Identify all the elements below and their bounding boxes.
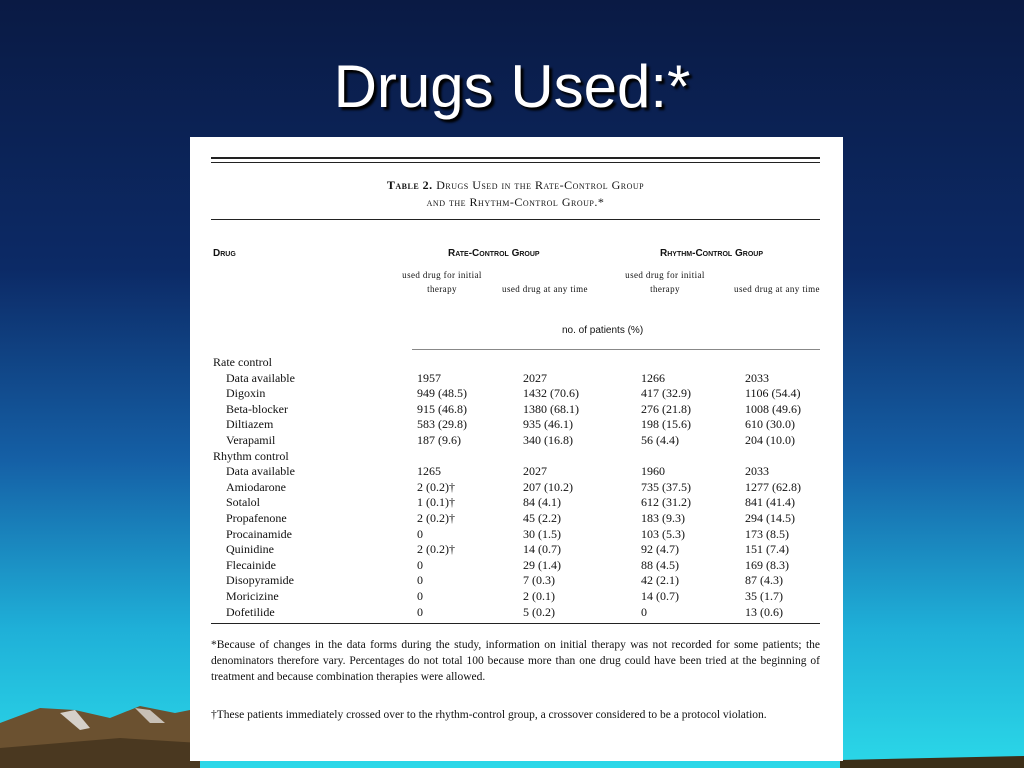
table-cell: 13 (0.6)	[745, 604, 783, 619]
table-cell: 204 (10.0)	[745, 432, 795, 447]
table-cell: 1266	[641, 370, 665, 385]
table-cell: 0	[641, 604, 647, 619]
table-cell: 1265	[417, 464, 441, 479]
table-cell: 198 (15.6)	[641, 417, 691, 432]
table-cell: 1 (0.1)†	[417, 495, 455, 510]
table-cell: 612 (31.2)	[641, 495, 691, 510]
table-cell: 88 (4.5)	[641, 557, 679, 572]
table-cell: 103 (5.3)	[641, 526, 685, 541]
table-cell: 42 (2.1)	[641, 573, 679, 588]
table-cell: 2 (0.2)†	[417, 479, 455, 494]
row-label: Quinidine	[226, 542, 274, 557]
slide-title: Drugs Used:*	[333, 53, 691, 120]
table-cell: 935 (46.1)	[523, 417, 573, 432]
table-cell: 56 (4.4)	[641, 432, 679, 447]
table-cell: 2033	[745, 464, 769, 479]
table-cell: 2027	[523, 370, 547, 385]
table-cell: 1277 (62.8)	[745, 479, 801, 494]
table-row	[190, 527, 843, 543]
table-cell: 14 (0.7)	[523, 542, 561, 557]
table-cell: 841 (41.4)	[745, 495, 795, 510]
table-cell: 14 (0.7)	[641, 588, 679, 603]
table-row	[190, 558, 843, 574]
table-row	[190, 495, 843, 511]
header-rhythm-group: Rhythm-Control Group	[660, 248, 763, 259]
table-cell: 2 (0.2)†	[417, 510, 455, 525]
header-drug: Drug	[213, 248, 236, 259]
unit-note: no. of patients (%)	[562, 325, 644, 336]
header-rate-group: Rate-Control Group	[448, 248, 540, 259]
row-label: Dofetilide	[226, 604, 275, 619]
table-cell: 5 (0.2)	[523, 604, 555, 619]
row-label: Procainamide	[226, 526, 292, 541]
table-cell: 276 (21.8)	[641, 401, 691, 416]
subheader-rate-any: used drug at any time	[502, 284, 588, 294]
table-cell: 30 (1.5)	[523, 526, 561, 541]
table-cell: 2033	[745, 370, 769, 385]
table-cell: 949 (48.5)	[417, 386, 467, 401]
table-cell: 735 (37.5)	[641, 479, 691, 494]
table-row	[190, 589, 843, 605]
row-label: Amiodarone	[226, 479, 286, 494]
caption-label: Table 2.	[386, 178, 433, 192]
row-label: Sotalol	[226, 495, 261, 510]
row-label: Flecainide	[226, 557, 276, 572]
table-row	[190, 573, 843, 589]
table-cell: 1380 (68.1)	[523, 401, 579, 416]
row-label: Data available	[226, 370, 295, 385]
table-cell: 187 (9.6)	[417, 432, 461, 447]
row-label: Rate control	[213, 355, 272, 369]
table-cell: 583 (29.8)	[417, 417, 467, 432]
caption-text: Drugs Used in the Rate-Control Group	[436, 178, 645, 192]
footnote-dagger: †These patients immediately crossed over to the rhythm-control group, a crossover considered to be a protocol violation.	[211, 709, 767, 721]
table-row	[190, 386, 843, 402]
table-row	[190, 433, 843, 449]
row-label: Verapamil	[226, 432, 276, 447]
subheader-rhythm-initial: used drug for initial therapy	[625, 270, 705, 294]
table-row	[190, 449, 843, 465]
table-cell: 1960	[641, 464, 665, 479]
table-figure	[190, 137, 843, 761]
table-row	[190, 417, 843, 433]
table-row	[190, 371, 843, 387]
table-row	[190, 511, 843, 527]
row-label: Rhythm control	[213, 448, 289, 463]
table-cell: 45 (2.2)	[523, 510, 561, 525]
table-cell: 417 (32.9)	[641, 386, 691, 401]
unit-rule	[412, 349, 820, 350]
row-label: Diltiazem	[226, 417, 274, 432]
table-cell: 610 (30.0)	[745, 417, 795, 432]
table-row	[190, 402, 843, 418]
table-cell: 29 (1.4)	[523, 557, 561, 572]
table-row	[190, 605, 843, 621]
table-row	[190, 464, 843, 480]
table-cell: 207 (10.2)	[523, 479, 573, 494]
caption-rule	[211, 219, 820, 220]
table-cell: 92 (4.7)	[641, 542, 679, 557]
table-cell: 340 (16.8)	[523, 432, 573, 447]
row-label: Disopyramide	[226, 573, 294, 588]
table-cell: 0	[417, 604, 423, 619]
footnote-asterisk: *Because of changes in the data forms during the study, information on initial therapy was not recorded for some patients; the denominators therefore vary. Percentages do not total 100 because more than one drug could have been tried at the beginning of treatment and because combination therapies were allowed.	[211, 639, 820, 683]
top-rule	[211, 157, 820, 159]
table-cell: 1008 (49.6)	[745, 401, 801, 416]
table-row	[190, 542, 843, 558]
table-body	[190, 355, 843, 620]
top-rule-thin	[211, 162, 820, 163]
table-cell: 0	[417, 588, 423, 603]
bottom-rule	[211, 623, 820, 624]
table-caption	[211, 177, 820, 211]
table-cell: 0	[417, 573, 423, 588]
table-cell: 84 (4.1)	[523, 495, 561, 510]
row-label: Moricizine	[226, 588, 279, 603]
table-cell: 1957	[417, 370, 441, 385]
table-cell: 173 (8.5)	[745, 526, 789, 541]
table-cell: 151 (7.4)	[745, 542, 789, 557]
row-label: Beta-blocker	[226, 401, 288, 416]
table-cell: 35 (1.7)	[745, 588, 783, 603]
subheader-rate-initial: used drug for initial therapy	[402, 270, 482, 294]
table-cell: 1432 (70.6)	[523, 386, 579, 401]
table-cell: 169 (8.3)	[745, 557, 789, 572]
row-label: Digoxin	[226, 386, 266, 401]
table-cell: 0	[417, 557, 423, 572]
table-cell: 183 (9.3)	[641, 510, 685, 525]
table-row	[190, 355, 843, 371]
row-label: Data available	[226, 464, 295, 479]
row-label: Propafenone	[226, 510, 287, 525]
table-cell: 2027	[523, 464, 547, 479]
table-cell: 1106 (54.4)	[745, 386, 801, 401]
table-cell: 294 (14.5)	[745, 510, 795, 525]
table-cell: 87 (4.3)	[745, 573, 783, 588]
caption-line2: and the Rhythm-Control Group.*	[426, 195, 605, 209]
table-cell: 0	[417, 526, 423, 541]
subheader-rhythm-any: used drug at any time	[734, 284, 820, 294]
table-row	[190, 480, 843, 496]
table-cell: 2 (0.2)†	[417, 542, 455, 557]
table-cell: 915 (46.8)	[417, 401, 467, 416]
table-cell: 7 (0.3)	[523, 573, 555, 588]
table-cell: 2 (0.1)	[523, 588, 555, 603]
